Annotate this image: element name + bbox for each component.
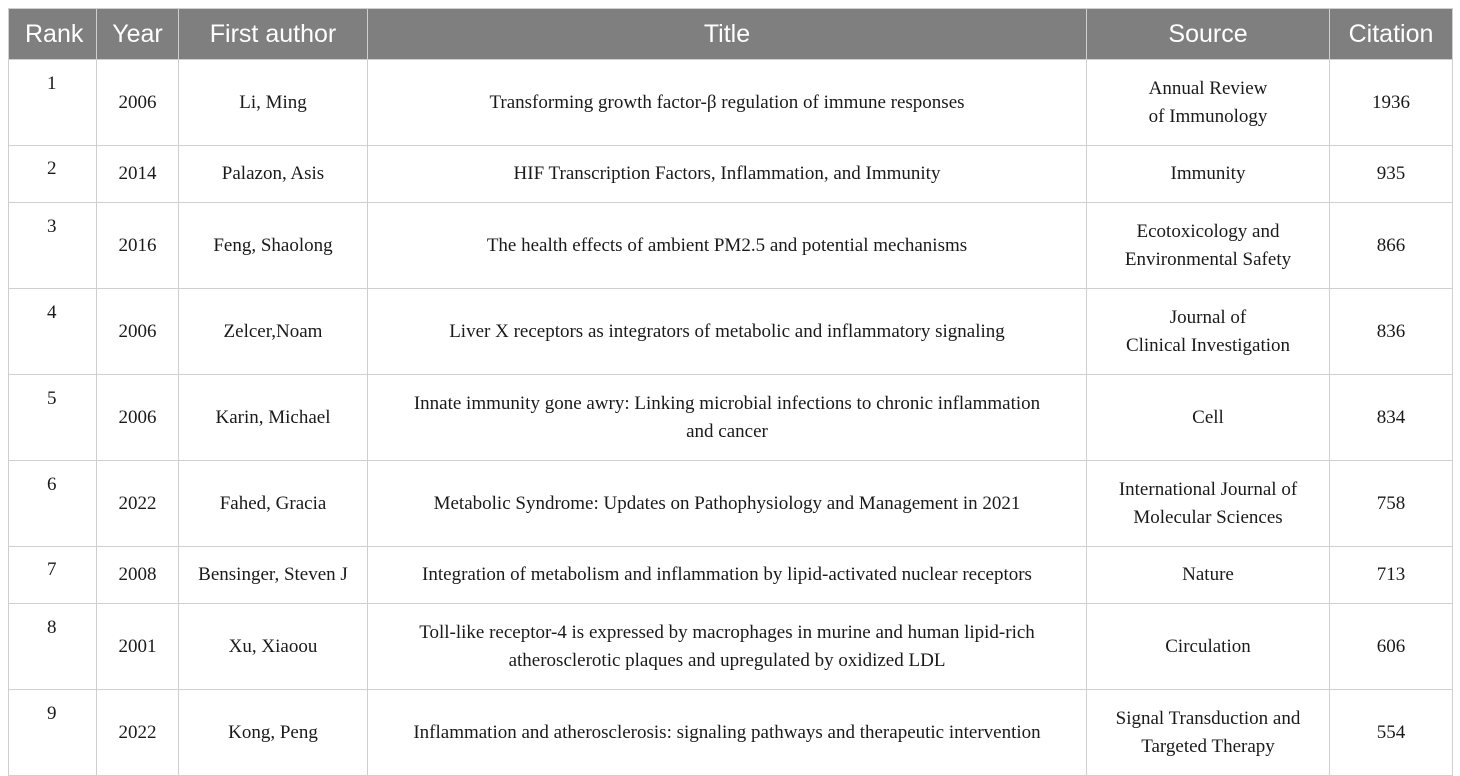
author-cell: Li, Ming <box>179 60 368 146</box>
table-row <box>9 690 1453 776</box>
rank-cell: 6 <box>9 461 97 547</box>
source-line-2: of Immunology <box>1148 105 1268 127</box>
header-year: Year <box>97 9 179 60</box>
rank-cell: 2 <box>9 146 97 203</box>
author-cell: Xu, Xiaoou <box>179 604 368 690</box>
author-cell: Karin, Michael <box>179 375 368 461</box>
citation-cell: 606 <box>1330 604 1453 690</box>
author-cell: Feng, Shaolong <box>179 203 368 289</box>
year-cell: 2006 <box>97 289 179 375</box>
citation-cell: 836 <box>1330 289 1453 375</box>
year-cell: 2006 <box>97 60 179 146</box>
title-cell: Integration of metabolism and inflammation by lipid-activated nuclear receptors <box>368 547 1087 604</box>
source-line-2: Molecular Sciences <box>1133 506 1283 528</box>
table-row <box>9 146 1453 203</box>
author-cell: Fahed, Gracia <box>179 461 368 547</box>
year-cell: 2022 <box>97 690 179 776</box>
year-cell: 2016 <box>97 203 179 289</box>
title-cell: Liver X receptors as integrators of metabolic and inflammatory signaling <box>368 289 1087 375</box>
title-cell: HIF Transcription Factors, Inflammation, and Immunity <box>368 146 1087 203</box>
year-cell: 2006 <box>97 375 179 461</box>
title-cell: The health effects of ambient PM2.5 and potential mechanisms <box>368 203 1087 289</box>
header-title: Title <box>368 9 1087 60</box>
title-line-1: Toll-like receptor-4 is expressed by macrophages in murine and human lipid-rich <box>419 621 1035 643</box>
rank-cell: 8 <box>9 604 97 690</box>
citation-cell: 758 <box>1330 461 1453 547</box>
source-line-1: Journal of <box>1169 306 1247 328</box>
title-cell <box>368 375 1087 461</box>
year-cell: 2008 <box>97 547 179 604</box>
title-cell <box>368 604 1087 690</box>
source-line-1: Annual Review <box>1148 77 1268 99</box>
rank-cell: 5 <box>9 375 97 461</box>
source-line-2: Environmental Safety <box>1124 248 1292 270</box>
table-row <box>9 289 1453 375</box>
rank-cell: 1 <box>9 60 97 146</box>
source-cell: Nature <box>1087 547 1330 604</box>
header-source: Source <box>1087 9 1330 60</box>
author-cell: Zelcer,Noam <box>179 289 368 375</box>
rank-cell: 7 <box>9 547 97 604</box>
header-first-author: First author <box>179 9 368 60</box>
year-cell: 2014 <box>97 146 179 203</box>
source-line-1: Ecotoxicology and <box>1136 220 1280 242</box>
table-row <box>9 604 1453 690</box>
source-line-1: International Journal of <box>1118 478 1298 500</box>
header-rank: Rank <box>9 9 97 60</box>
table-row <box>9 547 1453 604</box>
author-cell: Bensinger, Steven J <box>179 547 368 604</box>
title-line-2: atherosclerotic plaques and upregulated by oxidized LDL <box>508 649 946 671</box>
title-line-2: and cancer <box>686 420 768 442</box>
citation-cell: 834 <box>1330 375 1453 461</box>
table-row <box>9 203 1453 289</box>
header-citation: Citation <box>1330 9 1453 60</box>
source-cell <box>1087 289 1330 375</box>
source-cell: Immunity <box>1087 146 1330 203</box>
author-cell: Kong, Peng <box>179 690 368 776</box>
rank-cell: 4 <box>9 289 97 375</box>
source-cell: Cell <box>1087 375 1330 461</box>
source-cell <box>1087 203 1330 289</box>
citation-cell: 713 <box>1330 547 1453 604</box>
source-line-2: Targeted Therapy <box>1141 735 1275 757</box>
author-cell: Palazon, Asis <box>179 146 368 203</box>
source-cell <box>1087 690 1330 776</box>
citation-table-container <box>8 8 1452 776</box>
header-row <box>9 9 1453 60</box>
source-cell: Circulation <box>1087 604 1330 690</box>
citation-cell: 935 <box>1330 146 1453 203</box>
rank-cell: 3 <box>9 203 97 289</box>
year-cell: 2022 <box>97 461 179 547</box>
table-row <box>9 461 1453 547</box>
title-cell: Metabolic Syndrome: Updates on Pathophysiology and Management in 2021 <box>368 461 1087 547</box>
title-line-1: Innate immunity gone awry: Linking microbial infections to chronic inflammation <box>413 392 1041 414</box>
title-cell: Transforming growth factor-β regulation of immune responses <box>368 60 1087 146</box>
citation-cell: 554 <box>1330 690 1453 776</box>
rank-cell: 9 <box>9 690 97 776</box>
source-line-2: Clinical Investigation <box>1125 334 1291 356</box>
source-cell <box>1087 461 1330 547</box>
source-cell <box>1087 60 1330 146</box>
year-cell: 2001 <box>97 604 179 690</box>
table-row <box>9 60 1453 146</box>
source-line-1: Signal Transduction and <box>1115 707 1301 729</box>
table-row <box>9 375 1453 461</box>
title-cell: Inflammation and atherosclerosis: signaling pathways and therapeutic intervention <box>368 690 1087 776</box>
citation-table <box>8 8 1453 776</box>
citation-cell: 1936 <box>1330 60 1453 146</box>
citation-cell: 866 <box>1330 203 1453 289</box>
